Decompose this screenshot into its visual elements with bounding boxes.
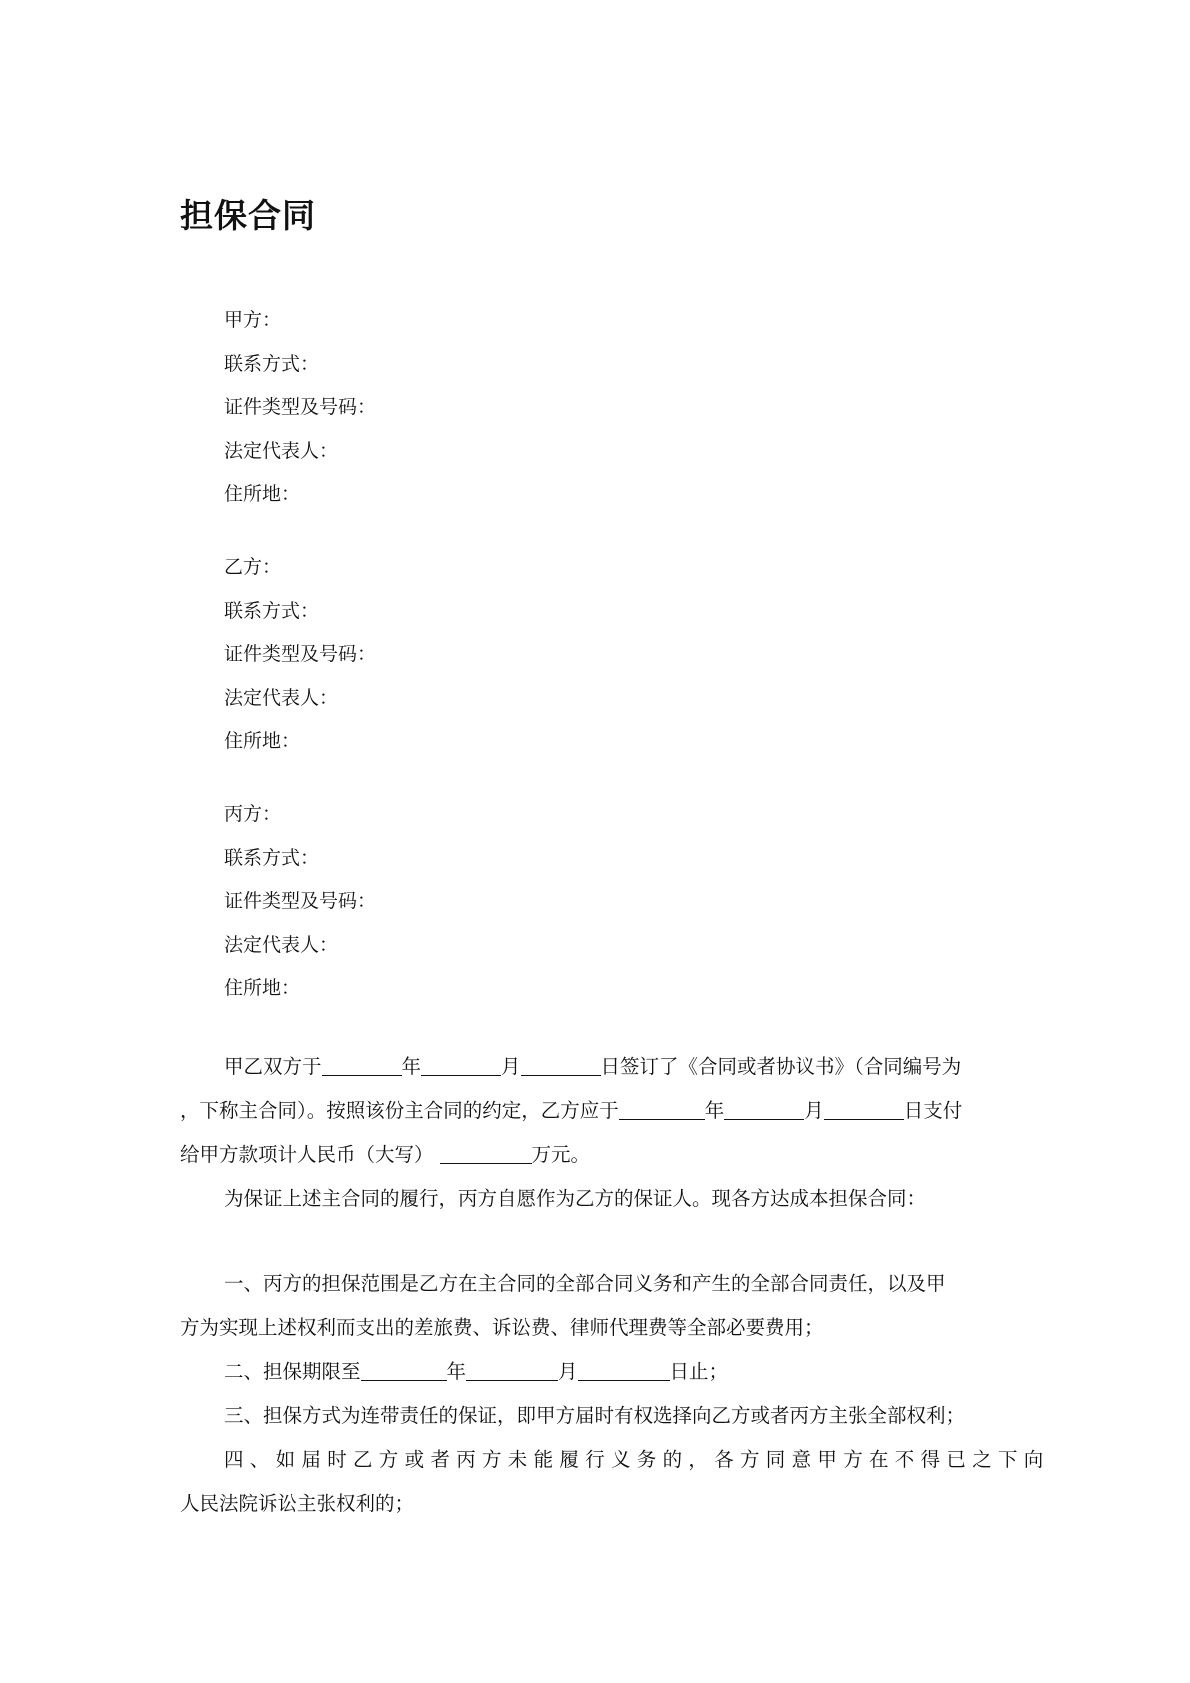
- party-a-address-label: 住所地：: [224, 483, 301, 505]
- party-c-address-label: 住所地：: [224, 977, 301, 999]
- clause-1-line-2: 方为实现上述权利而支出的差旅费、诉讼费、律师代理费等全部必要费用；: [180, 1316, 824, 1339]
- party-a-name-label: 甲方：: [224, 309, 282, 331]
- clause-text: 二、担保期限至: [224, 1360, 361, 1383]
- party-c-rep-label: 法定代表人：: [224, 933, 339, 956]
- intro-text: 给甲方款项计人民币（大写）: [180, 1143, 434, 1166]
- party-a-rep-label: 法定代表人：: [224, 439, 339, 462]
- party-a-block: [224, 299, 376, 517]
- pay-day-blank: [824, 1097, 904, 1120]
- document-title: 担保合同: [180, 196, 316, 235]
- intro-line-3: [180, 1133, 1010, 1177]
- year-label: 年: [401, 1055, 422, 1078]
- term-year-blank: [361, 1358, 447, 1381]
- term-month-blank: [466, 1358, 558, 1381]
- intro-text: 日支付: [903, 1099, 963, 1122]
- intro-paragraph: [180, 1045, 1010, 1221]
- intro-text: 甲乙双方于: [224, 1055, 322, 1078]
- party-b-name-label: 乙方：: [224, 556, 282, 578]
- party-c-block: [224, 793, 376, 1011]
- clauses-block: [180, 1262, 1050, 1526]
- date-month-blank: [421, 1053, 501, 1076]
- amount-blank: [440, 1141, 532, 1164]
- party-b-id-label: 证件类型及号码：: [224, 643, 377, 665]
- term-day-blank: [578, 1358, 670, 1381]
- party-b-address-label: 住所地：: [224, 730, 301, 752]
- intro-text: 万元。: [531, 1143, 591, 1166]
- month-label: 月: [804, 1099, 824, 1122]
- party-c-contact-label: 联系方式：: [224, 846, 320, 869]
- clause-text: 日止；: [669, 1360, 729, 1383]
- party-b-rep-label: 法定代表人：: [224, 686, 339, 709]
- party-c-id-label: 证件类型及号码：: [224, 890, 377, 912]
- clause-4-line-2: 人民法院诉讼主张权利的；: [180, 1492, 415, 1515]
- date-day-blank: [521, 1053, 601, 1076]
- month-label: 月: [558, 1360, 578, 1383]
- intro-line-2: [180, 1089, 1010, 1133]
- clause-1-line-1: 一、丙方的担保范围是乙方在主合同的全部合同义务和产生的全部合同责任，以及甲: [224, 1272, 946, 1295]
- intro-text: ，下称主合同）。按照该份主合同的约定，乙方应于: [180, 1099, 619, 1122]
- clause-3: 三、担保方式为连带责任的保证，即甲方届时有权选择向乙方或者丙方主张全部权利；: [224, 1404, 966, 1427]
- party-a-id-label: 证件类型及号码：: [224, 396, 377, 418]
- party-c-name-label: 丙方：: [224, 803, 282, 825]
- year-label: 年: [446, 1360, 467, 1383]
- party-b-block: [224, 546, 376, 764]
- intro-line-1: [180, 1045, 1010, 1089]
- clause-4-line-1: [180, 1438, 1050, 1482]
- clause-text: 四、如届时乙方或者丙方未能履行义务的，各方同意甲方在不得已之下向: [224, 1448, 1050, 1471]
- date-year-blank: [322, 1053, 402, 1076]
- pay-year-blank: [619, 1097, 705, 1120]
- pay-month-blank: [724, 1097, 804, 1120]
- month-label: 月: [501, 1055, 521, 1078]
- party-a-contact-label: 联系方式：: [224, 352, 320, 375]
- year-label: 年: [704, 1099, 725, 1122]
- intro-text: 日签订了《合同或者协议书》（合同编号为: [600, 1055, 962, 1078]
- purpose-line: 为保证上述主合同的履行，丙方自愿作为乙方的保证人。现各方达成本担保合同：: [224, 1187, 927, 1210]
- party-b-contact-label: 联系方式：: [224, 599, 320, 622]
- clause-2: [180, 1350, 1010, 1394]
